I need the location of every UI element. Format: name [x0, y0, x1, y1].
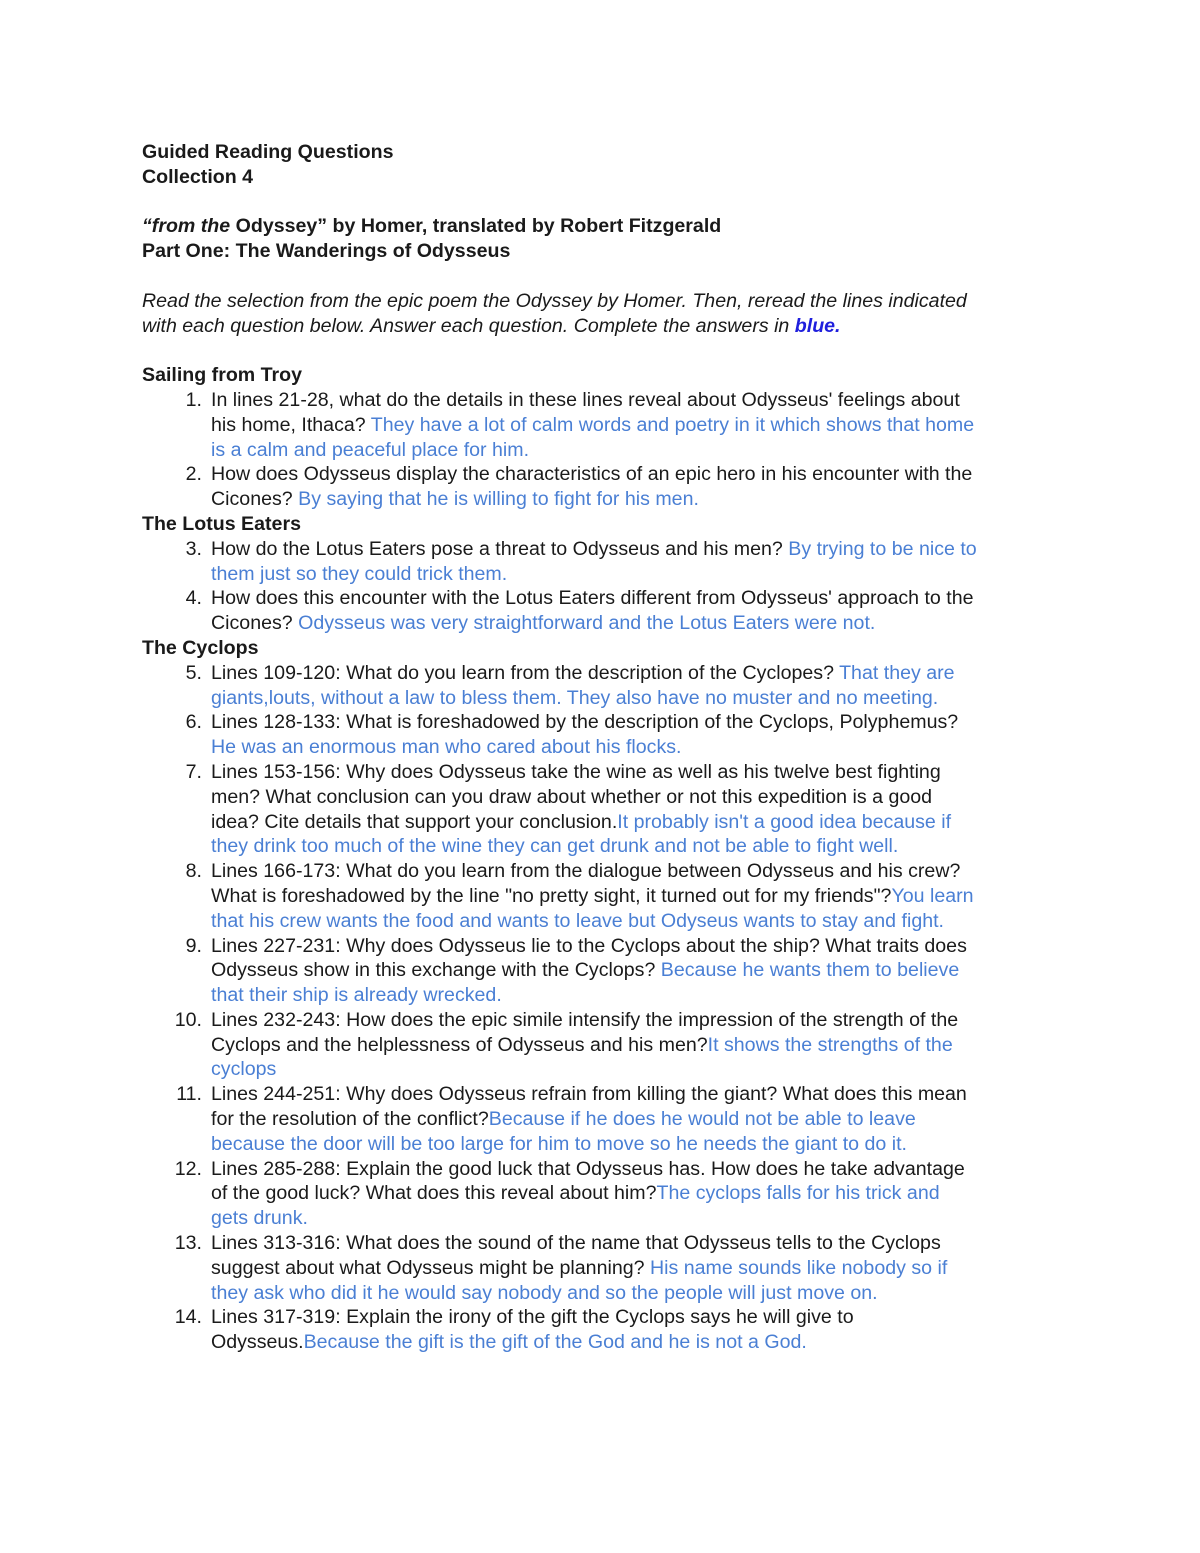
spacer — [142, 264, 1072, 289]
question-number: 12. — [174, 1157, 202, 1180]
question-text: Lines 244-251: Why does Odysseus refrain from killing the giant? What does this mean — [211, 1083, 967, 1106]
question-number: 11. — [176, 1083, 202, 1106]
question-text: How does Odysseus display the characteristics of an epic hero in his encounter with the — [211, 463, 973, 486]
answer-text: them just so they could trick them. — [211, 562, 508, 585]
question-line — [211, 438, 1072, 463]
question-item — [142, 710, 1072, 760]
sections-container — [142, 363, 1072, 1355]
question-item — [142, 661, 1072, 711]
spacer — [142, 190, 1072, 215]
question-line — [211, 537, 1072, 562]
question-number: 5. — [185, 661, 202, 684]
question-text: Cicones? — [211, 488, 299, 511]
answer-text: they drink too much of the wine they can get drunk and not be able to fight well. — [211, 835, 899, 858]
question-item — [142, 537, 1072, 587]
question-line — [211, 1305, 1072, 1330]
question-text: men? What conclusion can you draw about whether or not this expedition is a good — [211, 785, 933, 808]
question-text: Lines 317-319: Explain the irony of the gift the Cyclops says he will give to — [211, 1306, 854, 1329]
question-line — [211, 388, 1072, 413]
question-line — [211, 934, 1072, 959]
answer-text: is a calm and peaceful place for him. — [211, 438, 530, 461]
question-line — [211, 1181, 1072, 1206]
question-item — [142, 859, 1072, 933]
question-line — [211, 1082, 1072, 1107]
document-title: Guided Reading Questions — [142, 141, 394, 163]
document-page — [142, 140, 1072, 1355]
question-text: Lines 232-243: How does the epic simile intensify the impression of the strength of the — [211, 1008, 959, 1031]
answer-text: Odysseus was very straightforward and the Lotus Eaters were not. — [298, 612, 876, 635]
question-line — [211, 487, 1072, 512]
question-item — [142, 388, 1072, 462]
question-text: Lines 153-156: Why does Odysseus take the wine as well as his twelve best fighting — [211, 760, 941, 783]
question-item — [142, 1157, 1072, 1231]
question-line — [211, 884, 1072, 909]
question-line — [211, 710, 1072, 735]
question-list — [142, 537, 1072, 636]
question-text: Lines 166-173: What do you learn from the dialogue between Odysseus and his crew? — [211, 860, 961, 883]
question-line — [211, 909, 1072, 934]
question-text: his home, Ithaca? — [211, 413, 371, 436]
section-heading: The Cyclops — [142, 636, 259, 659]
question-line — [211, 1033, 1072, 1058]
question-number: 4. — [185, 587, 202, 610]
intro-line-1: Read the selection from the epic poem the Odyssey by Homer. Then, reread the lines indicated — [142, 289, 967, 312]
question-list — [142, 388, 1072, 512]
answer-text: Because if he does he would not be able to leave — [488, 1108, 916, 1131]
question-item — [142, 1008, 1072, 1082]
question-line — [211, 760, 1072, 785]
question-item — [142, 462, 1072, 512]
question-text: Lines 128-133: What is foreshadowed by the description of the Cyclops, Polyphemus? — [211, 711, 959, 734]
answer-text: It shows the strengths of the — [707, 1033, 953, 1056]
question-item — [142, 760, 1072, 859]
question-text: How do the Lotus Eaters pose a threat to Odysseus and his men? — [211, 537, 789, 560]
question-text: How does this encounter with the Lotus Eaters different from Odysseus' approach to the — [211, 587, 974, 610]
question-item — [142, 586, 1072, 636]
question-line — [211, 1107, 1072, 1132]
question-text: suggest about what Odysseus might be planning? — [211, 1256, 650, 1279]
question-text: of the good luck? What does this reveal about him? — [211, 1182, 657, 1205]
question-text: Lines 109-120: What do you learn from the description of the Cyclopes? — [211, 661, 840, 684]
intro-blue-word: blue. — [794, 314, 841, 337]
answer-text: giants,louts, without a law to bless them. They also have no muster and no meeting. — [211, 686, 939, 709]
answer-text: that his crew wants the food and wants to leave but Odyseus wants to stay and fight. — [211, 909, 945, 932]
question-number: 6. — [185, 711, 202, 734]
question-item — [142, 934, 1072, 1008]
question-line — [211, 1008, 1072, 1033]
answer-text: because the door will be too large for him to move so he needs the giant to do it. — [211, 1132, 907, 1155]
question-line — [211, 1206, 1072, 1231]
question-line — [211, 958, 1072, 983]
question-text: Lines 227-231: Why does Odysseus lie to the Cyclops about the ship? What traits does — [211, 934, 967, 957]
question-line — [211, 462, 1072, 487]
question-text: Odysseus. — [211, 1331, 304, 1354]
question-number: 2. — [185, 463, 202, 486]
question-line — [211, 1132, 1072, 1157]
question-number: 14. — [174, 1306, 202, 1329]
question-line — [211, 1157, 1072, 1182]
work-citation — [142, 214, 1072, 239]
question-number: 9. — [185, 934, 202, 957]
question-text: What is foreshadowed by the line "no pretty sight, it turned out for my friends"? — [211, 884, 892, 907]
question-number: 10. — [174, 1008, 202, 1031]
question-text: Cicones? — [211, 612, 299, 635]
answer-text: You learn — [891, 884, 974, 907]
section-heading: Sailing from Troy — [142, 364, 303, 387]
question-line — [211, 983, 1072, 1008]
question-text: Odysseus show in this exchange with the Cyclops? — [211, 959, 661, 982]
question-line — [211, 834, 1072, 859]
answer-text: By saying that he is willing to fight for his men. — [298, 488, 699, 511]
answer-text: By trying to be nice to — [788, 537, 977, 560]
question-item — [142, 1305, 1072, 1355]
question-number: 13. — [174, 1232, 202, 1255]
answer-text: Because the gift is the gift of the God and he is not a God. — [303, 1331, 807, 1354]
collection-label: Collection 4 — [142, 165, 254, 188]
question-line — [211, 686, 1072, 711]
question-text: Lines 285-288: Explain the good luck that Odysseus has. How does he take advantage — [211, 1157, 965, 1180]
answer-text: That they are — [839, 661, 955, 684]
part-heading: Part One: The Wanderings of Odysseus — [142, 240, 511, 263]
section-heading: The Lotus Eaters — [142, 512, 301, 535]
question-item — [142, 1231, 1072, 1305]
answer-text: It probably isn't a good idea because if — [617, 810, 952, 833]
question-line — [211, 562, 1072, 587]
answer-text: that their ship is already wrecked. — [211, 984, 502, 1007]
question-list — [142, 661, 1072, 1355]
question-line — [211, 859, 1072, 884]
question-number: 1. — [185, 388, 202, 411]
question-line — [211, 735, 1072, 760]
question-number: 3. — [185, 537, 202, 560]
question-line — [211, 1256, 1072, 1281]
question-line — [211, 1281, 1072, 1306]
question-line — [211, 785, 1072, 810]
question-number: 7. — [185, 760, 202, 783]
intro-line-2-text: with each question below. Answer each question. Complete the answers in — [142, 314, 795, 337]
question-line — [211, 586, 1072, 611]
question-line — [211, 413, 1072, 438]
question-line — [211, 611, 1072, 636]
answer-text: Because he wants them to believe — [660, 959, 960, 982]
question-line — [211, 1057, 1072, 1082]
spacer — [142, 338, 1072, 363]
question-number: 8. — [185, 860, 202, 883]
question-line — [211, 661, 1072, 686]
question-text: idea? Cite details that support your conclusion. — [211, 810, 618, 833]
question-text: Lines 313-316: What does the sound of the name that Odysseus tells to the Cyclops — [211, 1232, 941, 1255]
work-prefix: “from the — [142, 215, 231, 238]
answer-text: They have a lot of calm words and poetry in it which shows that home — [370, 413, 975, 436]
answer-text: gets drunk. — [211, 1207, 308, 1230]
question-line — [211, 1231, 1072, 1256]
question-item — [142, 1082, 1072, 1156]
answer-text: cyclops — [211, 1058, 277, 1081]
question-text: Cyclops and the helplessness of Odysseus and his men? — [211, 1033, 708, 1056]
question-line — [211, 810, 1072, 835]
answer-text: they ask who did it he would say nobody and so the people will just move on. — [211, 1281, 878, 1304]
question-line — [211, 1330, 1072, 1355]
question-text: for the resolution of the conflict? — [211, 1108, 489, 1131]
answer-text: He was an enormous man who cared about his flocks. — [211, 736, 682, 759]
work-rest: Odyssey” by Homer, translated by Robert Fitzgerald — [230, 215, 722, 238]
answer-text: His name sounds like nobody so if — [649, 1256, 948, 1279]
intro-line-2 — [142, 314, 1072, 339]
question-text: In lines 21-28, what do the details in these lines reveal about Odysseus' feelings about — [211, 388, 960, 411]
answer-text: The cyclops falls for his trick and — [656, 1182, 940, 1205]
